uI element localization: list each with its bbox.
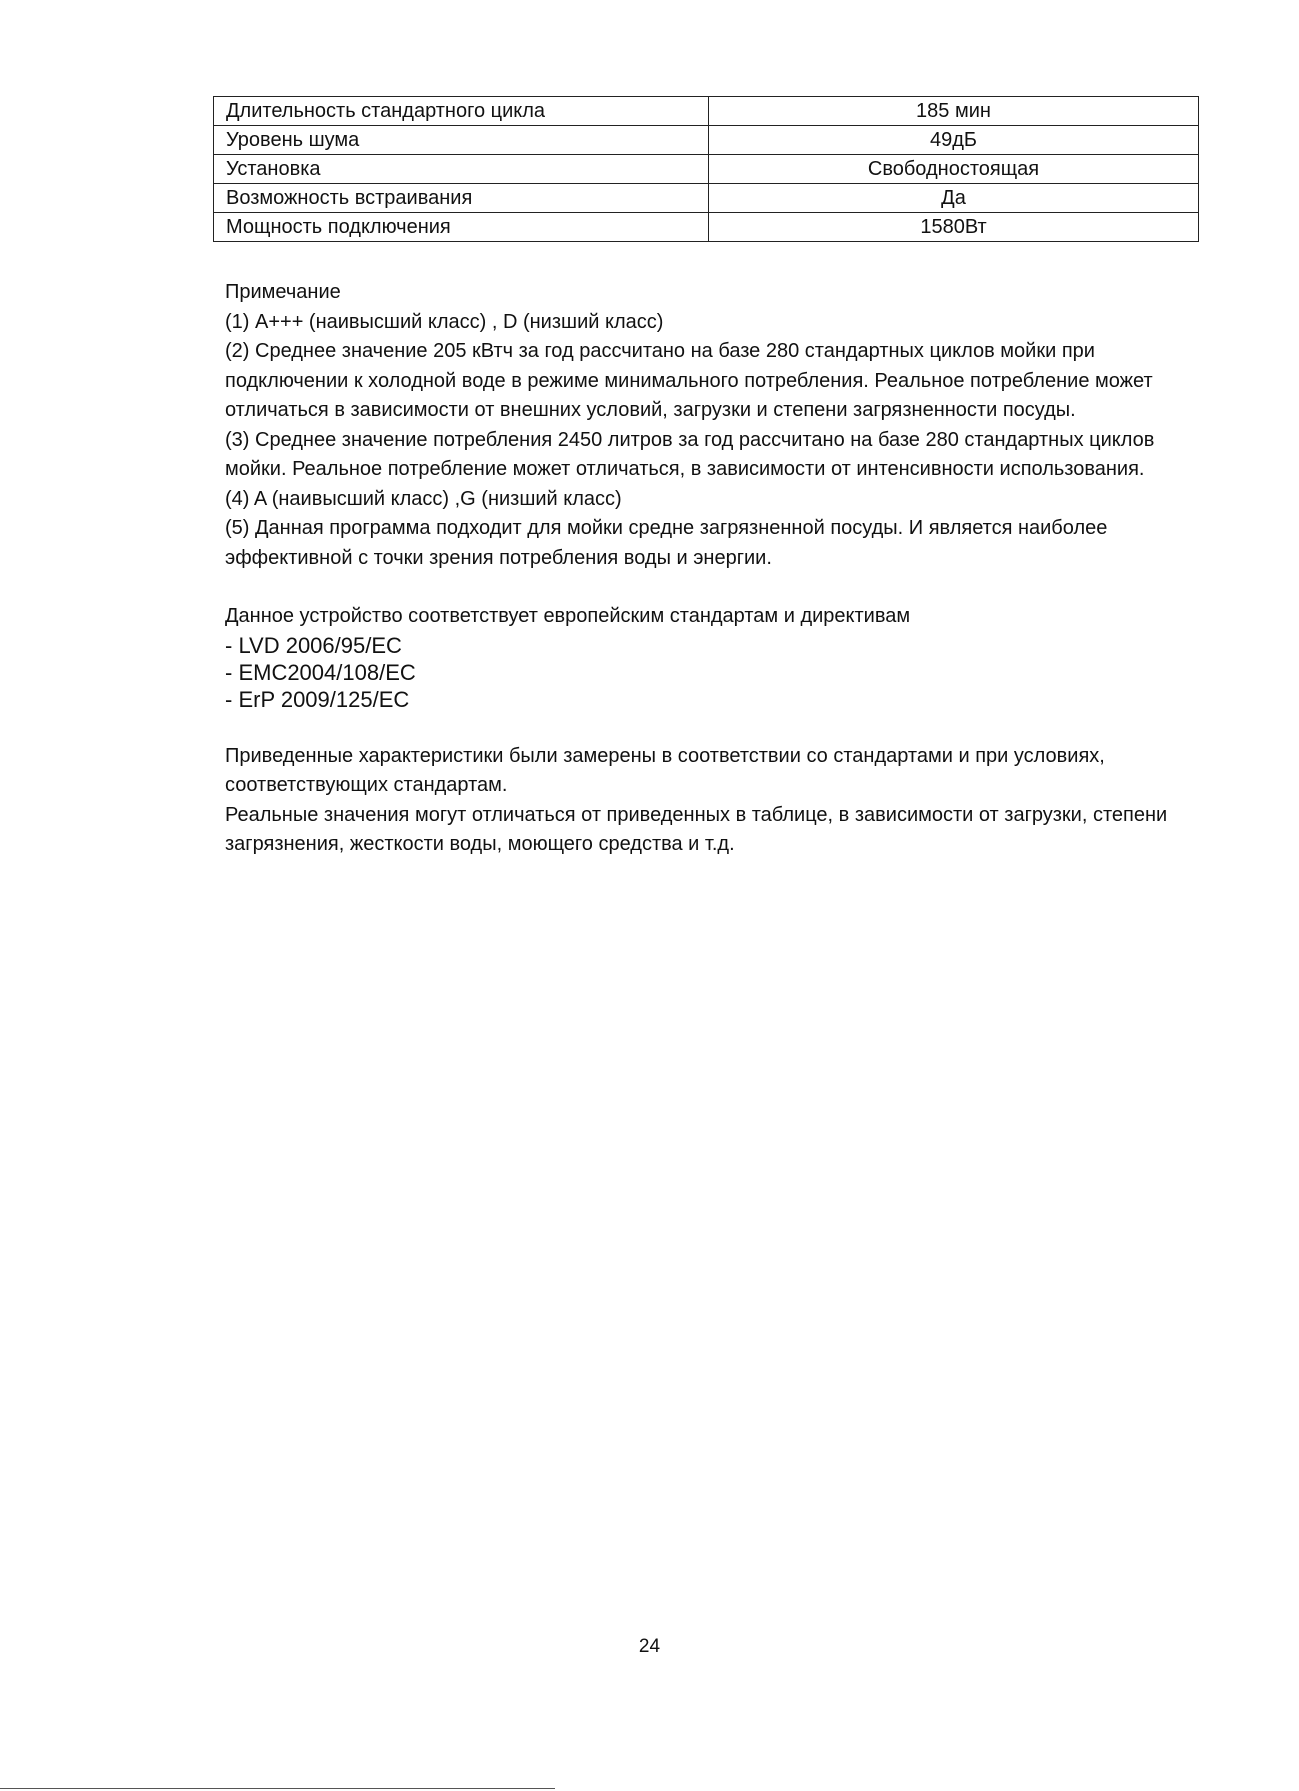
standard-item: - EMC2004/108/EC [225, 659, 416, 685]
spacer [225, 573, 1205, 602]
disclaimer-paragraph: Реальные значения могут отличаться от приведенных в таблице, в зависимости от загрузки, степени загрязнения, жесткости воды, моющего средства и т.д. [225, 803, 1168, 855]
notes-heading: Примечание [225, 281, 341, 303]
value-cell: Свободностоящая [709, 155, 1199, 184]
table-row [214, 155, 1199, 184]
compliance-intro: Данное устройство соответствует европейским стандартам и директивам [225, 605, 911, 627]
value-cell: 49дБ [709, 126, 1199, 155]
param-cell: Установка [214, 155, 709, 184]
standards-list [225, 632, 1205, 713]
footer-divider [0, 1788, 555, 1789]
table-row [214, 184, 1199, 213]
table-row [214, 97, 1199, 126]
spec-table [213, 96, 1199, 242]
param-cell: Возможность встраивания [214, 184, 709, 213]
note-item: (2) Среднее значение 205 кВтч за год рассчитано на базе 280 стандартных циклов мойки при подключении к холодной воде в режиме минимального потребления. Реальное потребление может отличаться в зависимости от внешних условий, загрузки и степени загрязненности посуды. [225, 340, 1153, 421]
param-cell: Мощность подключения [214, 213, 709, 242]
table-row [214, 213, 1199, 242]
value-cell: 1580Вт [709, 213, 1199, 242]
note-item: (4) A (наивысший класс) ,G (низший класс) [225, 487, 622, 510]
value-cell: 185 мин [709, 97, 1199, 126]
table-row [214, 126, 1199, 155]
note-item: (1) А+++ (наивысший класс) , D (низший класс) [225, 310, 664, 333]
value-cell: Да [709, 184, 1199, 213]
disclaimer-paragraph: Приведенные характеристики были замерены в соответствии со стандартами и при условиях, соответствующих стандартам. [225, 744, 1105, 796]
standard-item: - LVD 2006/95/EC [225, 632, 402, 658]
page-number: 24 [638, 1636, 661, 1657]
param-cell: Длительность стандартного цикла [214, 97, 709, 126]
spacer [225, 713, 1205, 742]
note-item: (5) Данная программа подходит для мойки средне загрязненной посуды. И является наиболее эффективной с точки зрения потребления воды и энергии. [225, 517, 1108, 569]
param-cell: Уровень шума [214, 126, 709, 155]
standard-item: - ErP 2009/125/EC [225, 686, 410, 712]
notes-section [225, 278, 1205, 860]
note-item: (3) Среднее значение потребления 2450 литров за год рассчитано на базе 280 стандартных циклов мойки. Реальное потребление может отличаться, в зависимости от интенсивности использования. [225, 428, 1155, 480]
